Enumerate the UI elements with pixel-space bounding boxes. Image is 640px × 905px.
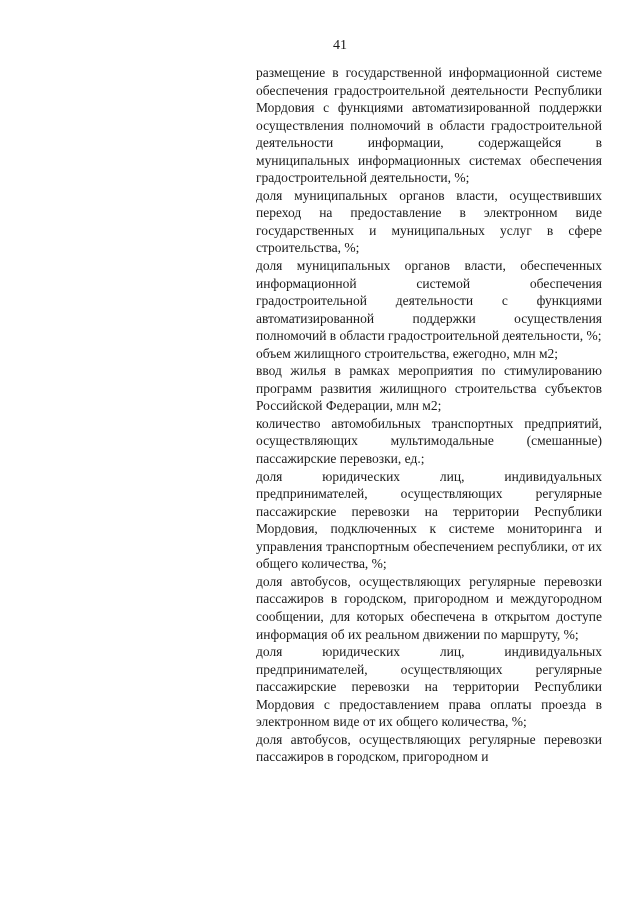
paragraph: размещение в государственной информационной системе обеспечения градостроительной деятельности Республики Мордовия с функциями автоматизированной поддержки осуществления полномочий в области градостроительной деятельности информации, содержащейся в муниципальных информационных системах обеспечения градостроительной деятельности, %; xyxy=(256,65,602,186)
paragraph: количество автомобильных транспортных предприятий, осуществляющих мультимодальные (смешанные) пассажирские перевозки, ед.; xyxy=(256,415,602,467)
paragraph: доля юридических лиц, индивидуальных предпринимателей, осуществляющих регулярные пассажирские перевозки на территории Республики Мордовия, подключенных к системе мониторинга и управления транспортным обеспечением республики, от их общего количества, %; xyxy=(256,468,602,572)
paragraph: доля муниципальных органов власти, обеспеченных информационной системой обеспечения градостроительной деятельности с функциями автоматизированной поддержки осуществления полномочий в области градостроительной деятельности, %; xyxy=(256,258,602,344)
page-number: 41 xyxy=(333,38,347,53)
paragraph: доля муниципальных органов власти, осуществивших переход на предоставление в электронном виде государственных и муниципальных услуг в сфере строительства, %; xyxy=(256,187,602,256)
paragraph: ввод жилья в рамках мероприятия по стимулированию программ развития жилищного строительства субъектов Российской Федерации, млн м2; xyxy=(256,363,602,414)
paragraph: доля юридических лиц, индивидуальных предпринимателей, осуществляющих регулярные пассажирские перевозки на территории Республики Мордовия с предоставлением права оплаты проезда в электронном виде от их общего количества, %; xyxy=(256,644,602,730)
paragraph: объем жилищного строительства, ежегодно, млн м2; xyxy=(256,345,558,361)
paragraph: доля автобусов, осуществляющих регулярные перевозки пассажиров в городском, пригородном и xyxy=(256,731,602,765)
document-body xyxy=(256,64,602,766)
paragraph: доля автобусов, осуществляющих регулярные перевозки пассажиров в городском, пригородном и междугородном сообщении, для которых обеспечена в открытом доступе информация об их реальном движении по маршруту, %; xyxy=(256,573,602,642)
